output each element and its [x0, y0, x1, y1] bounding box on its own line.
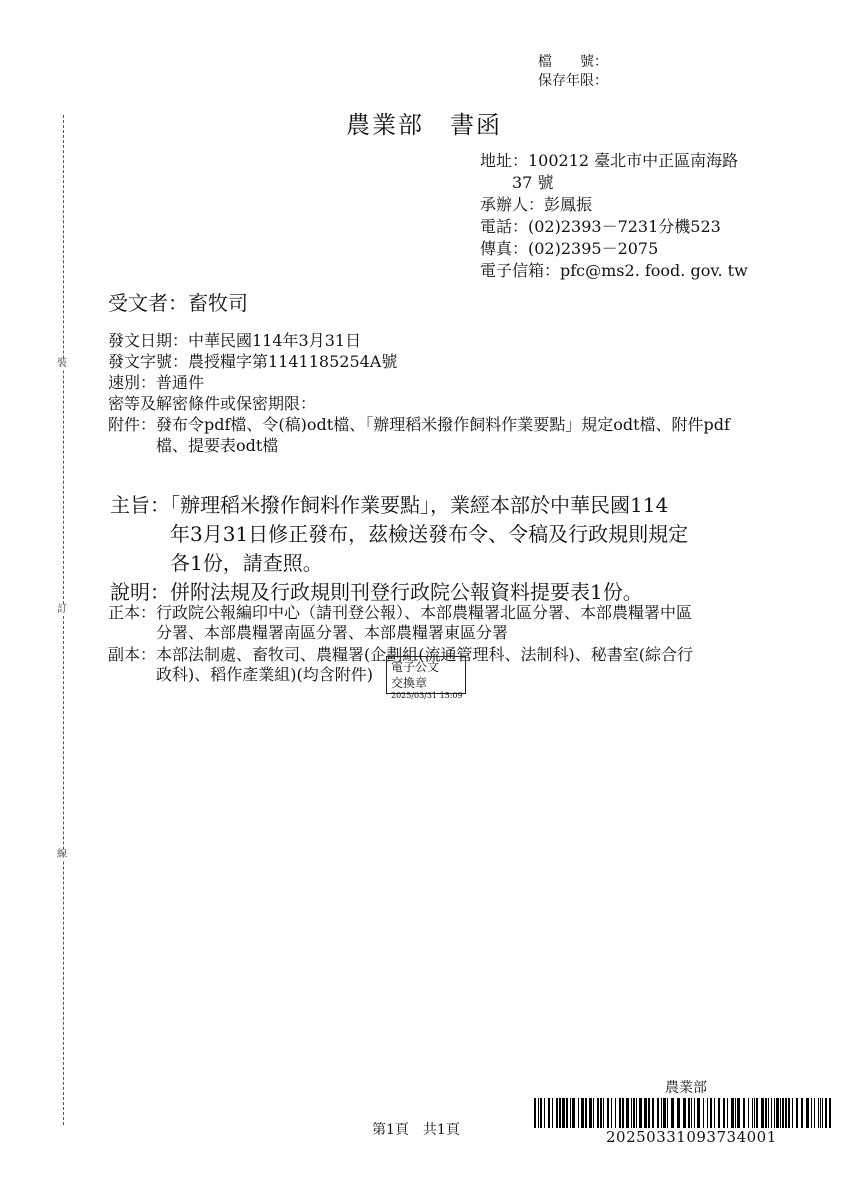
recipient: 受文者：畜牧司 — [108, 291, 248, 315]
issue-date: 發文日期：中華民國114年3月31日 — [108, 331, 362, 350]
barcode-number: 20250331093734001 — [606, 1128, 777, 1146]
original-to-line1: 正本：行政院公報編印中心（請刊登公報）、本部農糧署北區分署、本部農糧署中區 — [108, 603, 693, 622]
stamp-line1: 電子公文 — [391, 660, 440, 674]
email: 電子信箱：pfc@ms2. food. gov. tw — [480, 261, 748, 280]
binding-mark-2: 訂 — [57, 604, 67, 615]
subject-line3: 各1份，請查照。 — [170, 551, 323, 575]
file-no-label: 檔 號： — [538, 54, 608, 70]
fax: 傳真：(02)2395－2075 — [480, 239, 659, 258]
address-line1: 地址：100212 臺北市中正區南海路 — [480, 151, 739, 170]
secrecy: 密等及解密條件或保密期限： — [108, 394, 317, 413]
subject-line2: 年3月31日修正發布，茲檢送發布令、令稿及行政規則規定 — [170, 522, 689, 546]
binding-mark-1: 裝 — [57, 358, 67, 369]
org-footer: 農業部 — [665, 1080, 707, 1096]
address-line2: 37 號 — [512, 173, 554, 192]
stamp-line3: 2025/03/31 15:09 — [391, 691, 463, 700]
barcode-icon — [534, 1098, 836, 1128]
phone: 電話：(02)2393－7231分機523 — [480, 217, 721, 236]
binding-line — [63, 115, 64, 1125]
copy-to-line2: 政科)、稻作產業組)(均含附件) — [156, 665, 373, 684]
explanation: 說明：併附法規及行政規則刊登行政院公報資料提要表1份。 — [110, 580, 643, 604]
page-title: 農業部 書函 — [346, 111, 502, 139]
subject-line1: 主旨：「辦理稻米撥作飼料作業要點」，業經本部於中華民國114 — [110, 493, 669, 517]
speed: 速別：普通件 — [108, 373, 205, 392]
page-number: 第1頁 共1頁 — [372, 1122, 460, 1138]
stamp-line2: 交換章 — [391, 676, 428, 690]
doc-number: 發文字號：農授糧字第1141185254A號 — [108, 352, 398, 371]
attachments-line2: 檔、提要表odt檔 — [156, 436, 279, 455]
exchange-stamp — [386, 656, 466, 700]
retention-label: 保存年限： — [538, 73, 608, 89]
attachments-line1: 附件：發布令pdf檔、令(稿)odt檔、「辦理稻米撥作飼料作業要點」規定odt檔、附件pdf — [108, 415, 730, 434]
binding-mark-3: 線 — [57, 849, 67, 860]
copy-to-line1: 副本：本部法制處、畜牧司、農糧署(企劃組(流通管理科、法制科)、秘書室(綜合行 — [108, 645, 693, 664]
handler: 承辦人：彭鳳振 — [480, 195, 593, 214]
original-to-line2: 分署、本部農糧署南區分署、本部農糧署東區分署 — [156, 623, 509, 642]
